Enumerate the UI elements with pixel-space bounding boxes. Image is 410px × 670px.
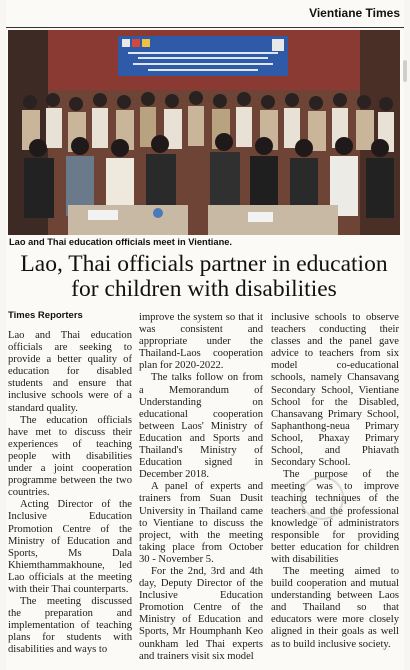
article-column-2 — [139, 312, 263, 663]
paragraph: Acting Director of the Inclusive Education Promotion Centre of the Ministry of Education and Sports, Ms Dala Khiemthammakhoune, led Lao officials at the meeting with their Thai counterparts. — [8, 499, 132, 595]
byline: Times Reporters — [8, 310, 83, 321]
photo-caption: Lao and Thai education officials meet in Vientiane. — [9, 237, 232, 247]
paragraph: inclusive schools to observe teachers conducting their classes and the panel gave advice to teachers from six model co-educational schools, namely Chansavang Secondary School, Vientiane School for the Disabled, Chansavang Primary School, Saphanthong-neua Primary School, Phaxay Primary School, and Phiavath Secondary School. — [271, 312, 399, 469]
paragraph: The meeting discussed the preparation and implementation of teaching plans for students with disabilities and ways to — [8, 596, 132, 656]
article-headline — [8, 252, 400, 302]
headline-line-1: Lao, Thai officials partner in education — [20, 251, 388, 277]
group-photo-illustration — [8, 30, 400, 235]
paragraph: For the 2nd, 3rd and 4th day, Deputy Director of the Inclusive Education Promotion Centre of the Ministry of Education and Sports, Mr Houmphanh Keo ounkham led Thai experts and trainers visit six model — [139, 565, 263, 662]
article-column-1 — [8, 330, 132, 657]
paragraph: A panel of experts and trainers from Suan Dusit University in Thailand came to Vientiane to discuss the project, with the meeting taking place from October 30 - November 5. — [139, 481, 263, 565]
headline-line-2: for children with disabilities — [71, 276, 337, 302]
paragraph: Lao and Thai education officials are seeking to provide a better quality of education for disabled students and ensure that inclusive schools were of a standard quality. — [8, 330, 132, 414]
scrollbar-thumb[interactable] — [403, 60, 407, 82]
paragraph: The talks follow on from a Memorandum of Understanding on educational cooperation between Laos' Ministry of Education and Sports and Thailand's Ministry of Education signed in December 2018. — [139, 372, 263, 481]
paragraph: The education officials have met to discuss their experiences of teaching people with disabilities under a joint cooperation programme between the two countries. — [8, 414, 132, 499]
masthead: Vientiane Times — [309, 6, 400, 20]
paragraph: The purpose of the meeting was to improve teaching techniques of the teachers and the professional knowledge of administrators responsible for providing better education for children with disabilities — [271, 469, 399, 565]
header-rule — [6, 27, 404, 28]
watermark-icon — [300, 476, 344, 520]
paragraph: improve the system so that it was consistent and appropriate under the Thailand-Laos cooperation plan for 2020-2022. — [139, 312, 263, 372]
meeting-photo — [8, 30, 400, 235]
paragraph: The meeting aimed to build cooperation and mutual understanding between Laos and Thailand so that educators were more closely aligned in their goals as well as to build inclusive society. — [271, 565, 399, 650]
